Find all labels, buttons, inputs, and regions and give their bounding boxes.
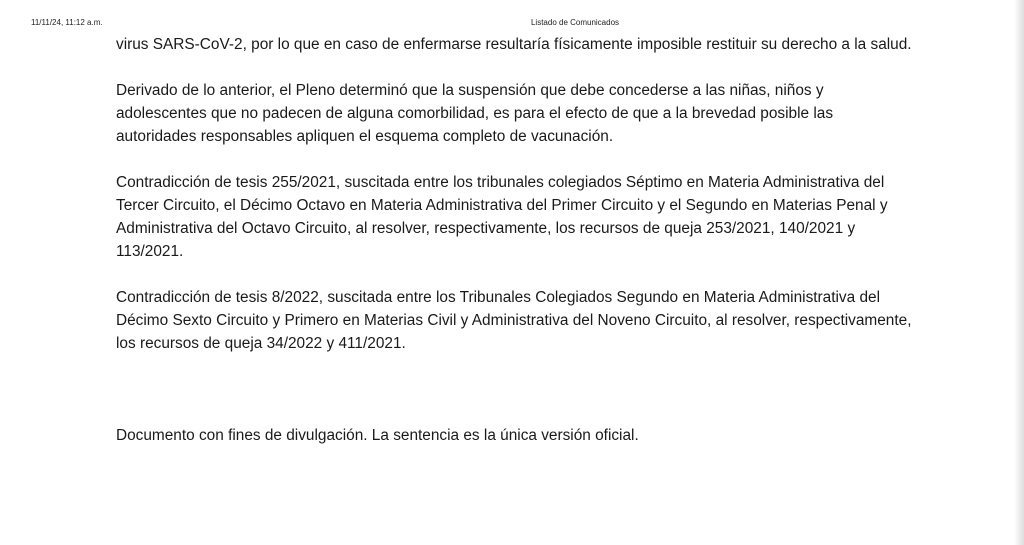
print-page-title: Listado de Comunicados (530, 18, 620, 27)
print-header (0, 17, 1024, 29)
disclaimer-note: Documento con fines de divulgación. La sentencia es la única versión oficial. (116, 427, 639, 444)
print-timestamp: 11/11/24, 11:12 a.m. (31, 18, 103, 27)
paragraph-2: Derivado de lo anterior, el Pleno determinó que la suspensión que debe concederse a las niñas, niños y adolescentes que no padecen de alguna comorbilidad, es para el efecto de que a la brevedad posible las autoridades responsables apliquen el esquema completo de vacunación. (116, 82, 834, 145)
paragraph-3: Contradicción de tesis 255/2021, suscitada entre los tribunales colegiados Séptimo en Materia Administrativa del Tercer Circuito, el Décimo Octavo en Materia Administrativa del Primer Circuito y el Segundo en Materias Penal y Administrativa del Octavo Circuito, al resolver, respectivamente, los recursos de queja 253/2021, 140/2021 y 113/2021. (116, 174, 888, 260)
document-body (116, 33, 916, 470)
paragraph-4: Contradicción de tesis 8/2022, suscitada entre los Tribunales Colegiados Segundo en Materia Administrativa del Décimo Sexto Circuito y Primero en Materias Civil y Administrativa del Noveno Circuito, al resolver, respectivamente, los recursos de queja 34/2022 y 411/2021. (116, 289, 912, 352)
page-edge-shadow (1014, 0, 1024, 545)
paragraph-1: virus SARS-CoV-2, por lo que en caso de enfermarse resultaría físicamente imposible restituir su derecho a la salud. (116, 36, 912, 53)
